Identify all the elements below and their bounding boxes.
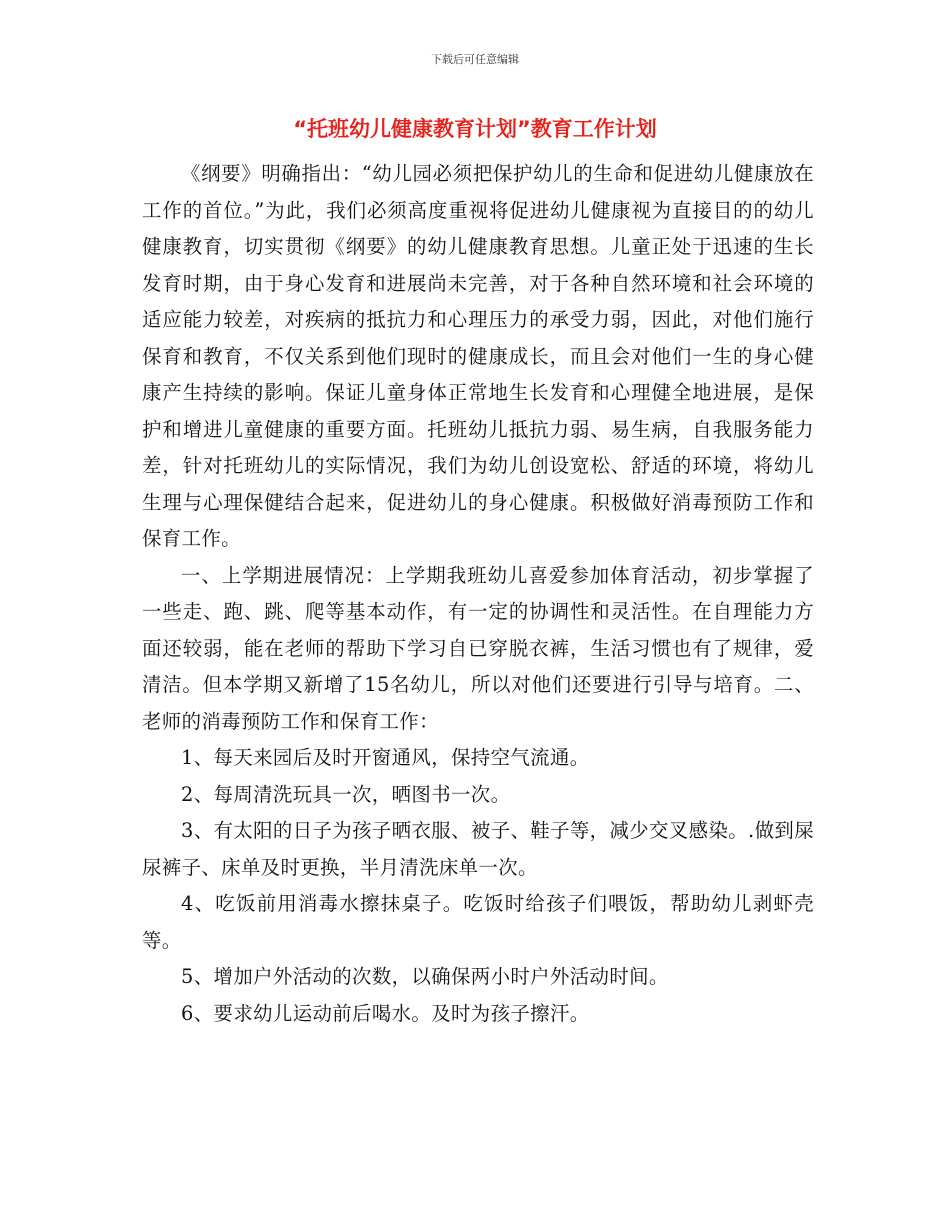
page-header: 下载后可任意编辑 (431, 53, 519, 66)
list-item: 3、有太阳的日子为孩子晒衣服、被子、鞋子等，减少交叉感染。.做到屎尿裤子、床单及时更换，半月清洗床单一次。 (142, 819, 814, 879)
paragraph-intro: 《纲要》明确指出：“幼儿园必须把保护幼儿的生命和促进幼儿健康放在工作的首位。”为此，我们必须高度重视将促进幼儿健康视为直接目的的幼儿健康教育，切实贯彻《纲要》的幼儿健康教育思想。儿童正处于迅速的生长发育时期，由于身心发育和进展尚未完善，对于各种自然环境和社会环境的适应能力较差，对疾病的抵抗力和心理压力的承受力弱，因此，对他们施行保育和教育，不仅关系到他们现时的健康成长，而且会对他们一生的身心健康产生持续的影响。保证儿童身体正常地生长发育和心理健全地进展，是保护和增进儿童健康的重要方面。托班幼儿抵抗力弱、易生病，自我服务能力差，针对托班幼儿的实际情况，我们为幼儿创设宽松、舒适的环境，将幼儿生理与心理保健结合起来，促进幼儿的身心健康。积极做好消毒预防工作和保育工作。 (142, 162, 814, 550)
list-item: 5、增加户外活动的次数，以确保两小时户外活动时间。 (181, 965, 669, 988)
document-body (142, 156, 814, 1032)
list-item: 4、吃饭前用消毒水擦抹桌子。吃饭时给孩子们喂饭，帮助幼儿剥虾壳等。 (142, 892, 814, 952)
list-item: 6、要求幼儿运动前后喝水。及时为孩子擦汗。 (181, 1001, 590, 1025)
list-item: 1、每天来园后及时开窗通风，保持空气流通。 (181, 746, 590, 769)
document-title: “托班幼儿健康教育计划”教育工作计划 (293, 117, 657, 141)
paragraph-section-one: 一、上学期进展情况：上学期我班幼儿喜爱参加体育活动，初步掌握了一些走、跑、跳、爬等基本动作，有一定的协调性和灵活性。在自理能力方面还较弱，能在老师的帮助下学习自已穿脱衣裤，生活习惯也有了规律，爱清洁。但本学期又新增了15名幼儿，所以对他们还要进行引导与培育。二、老师的消毒预防工作和保育工作： (142, 563, 814, 733)
list-item: 2、每周清洗玩具一次，晒图书一次。 (181, 782, 511, 806)
